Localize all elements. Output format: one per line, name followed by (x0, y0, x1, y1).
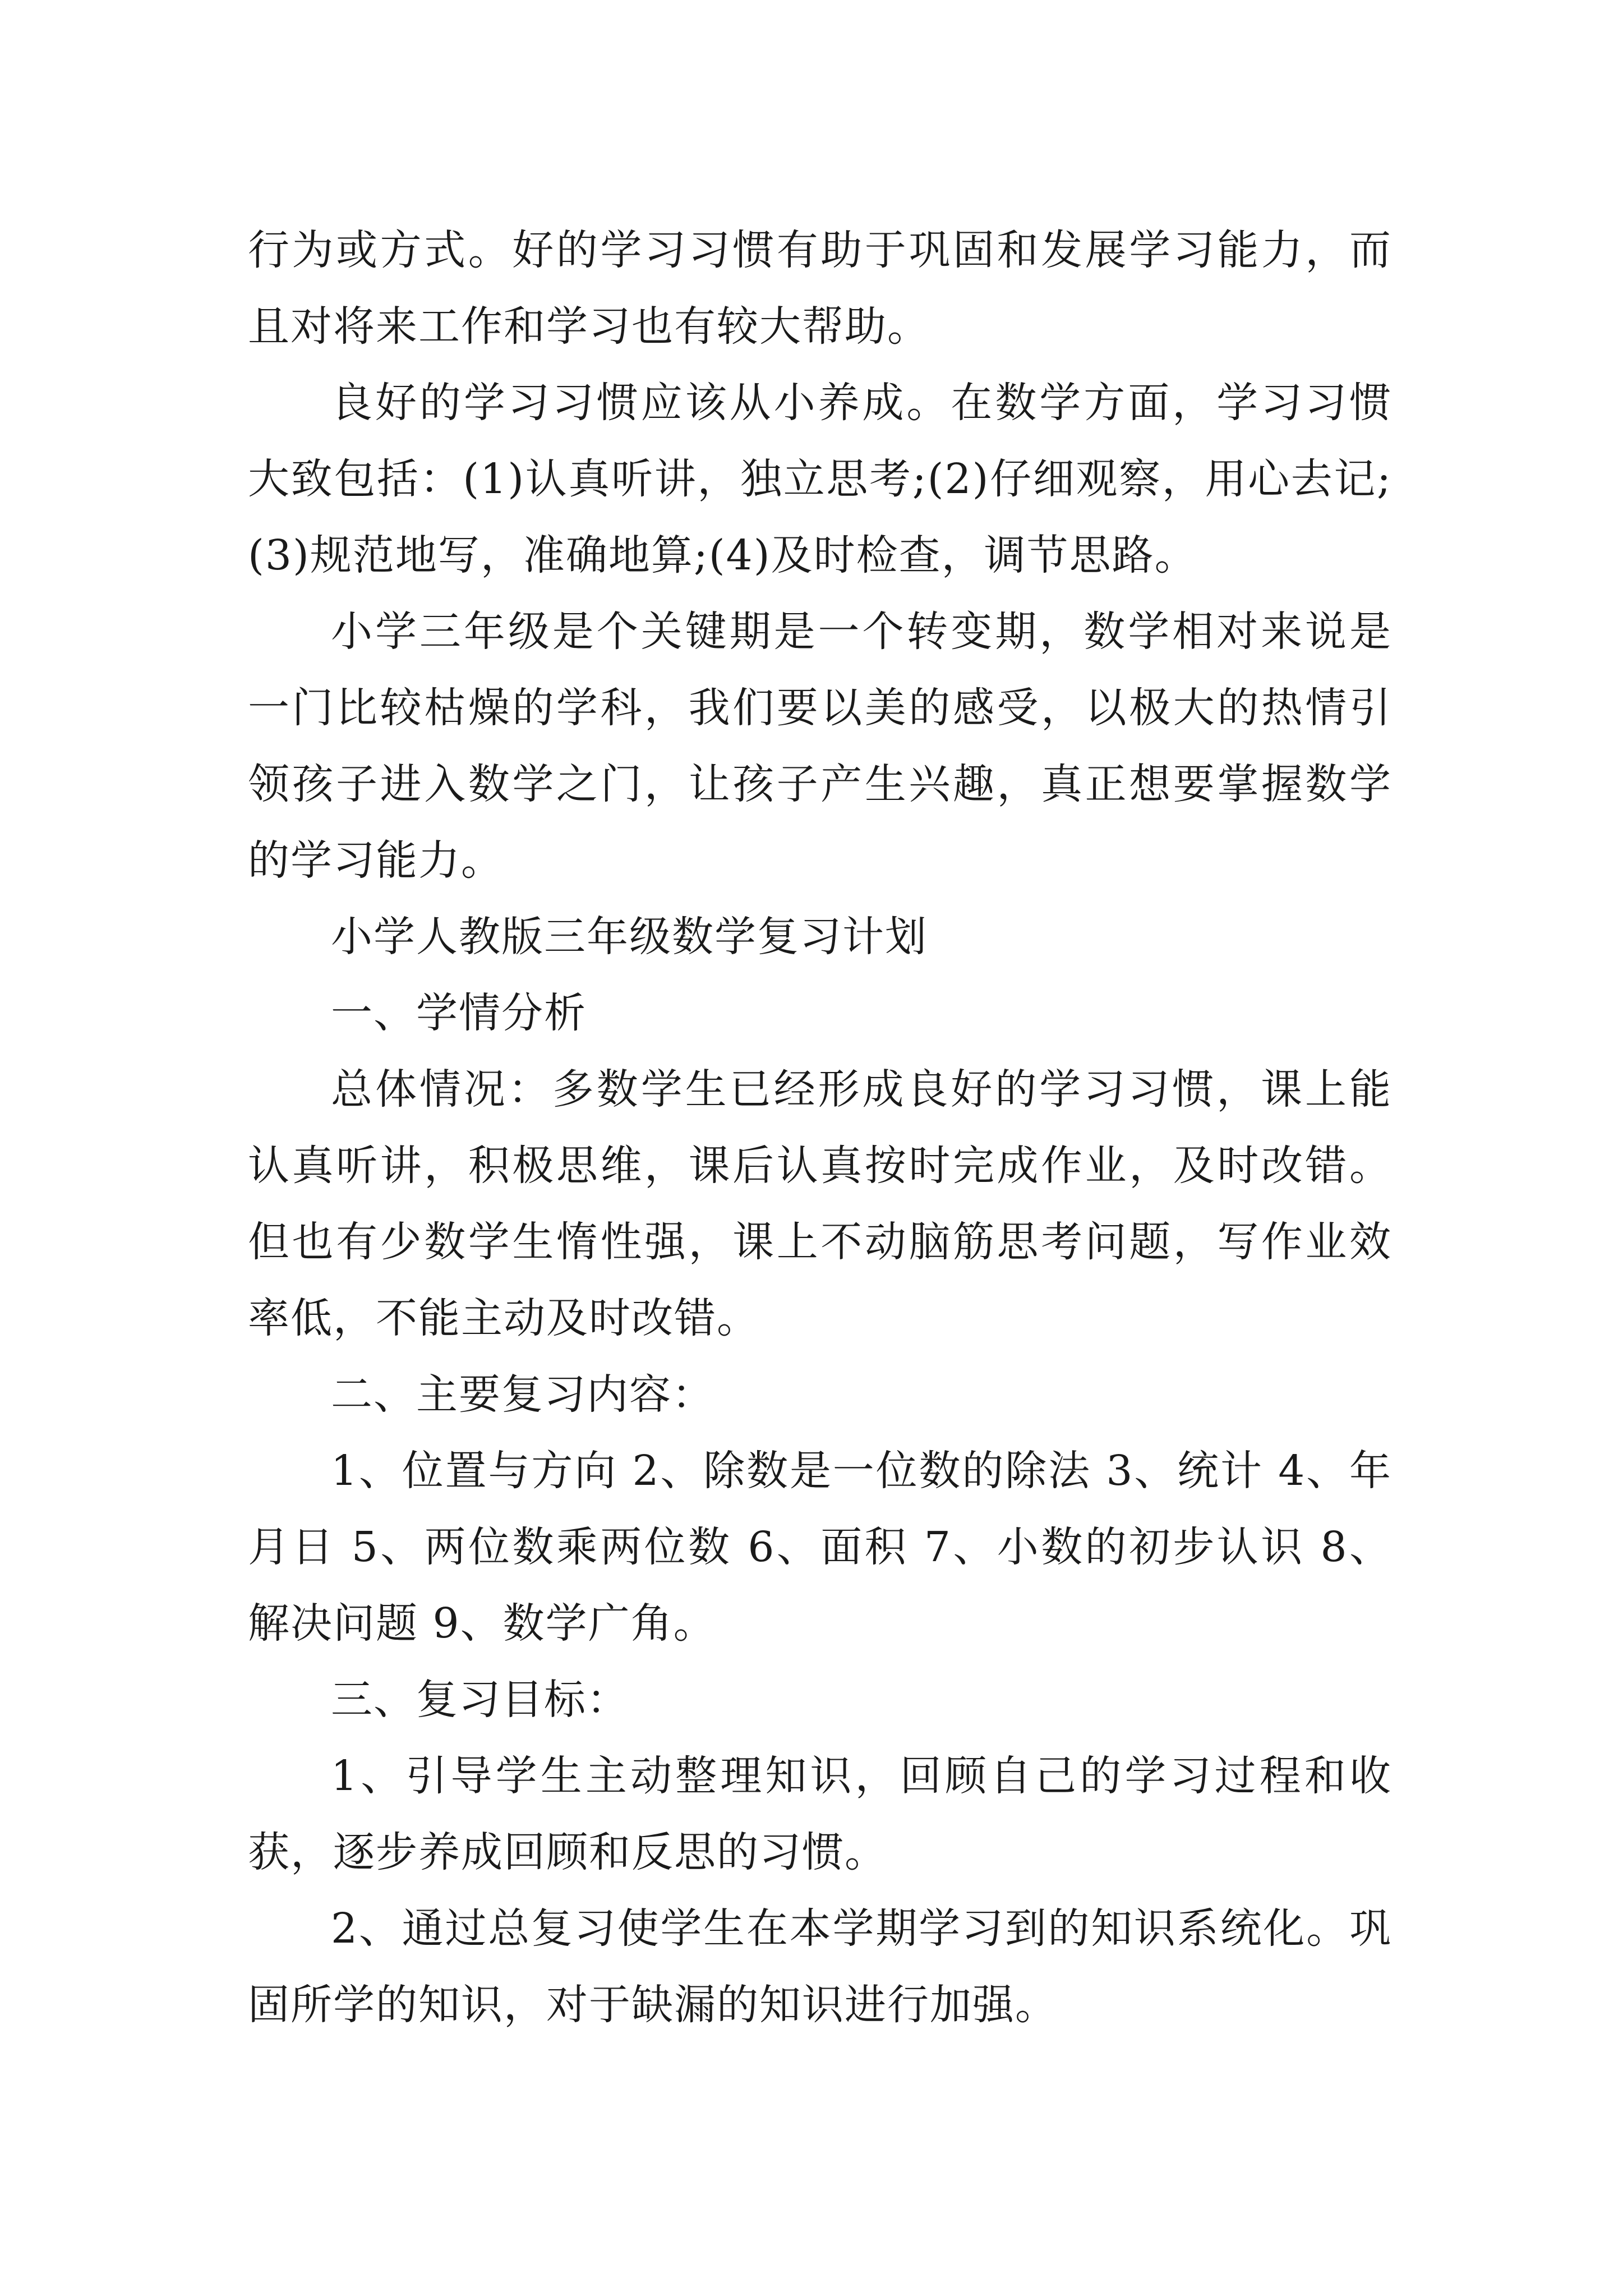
paragraph-goal-two: 2、通过总复习使学生在本学期学习到的知识系统化。巩固所学的知识，对于缺漏的知识进行加强。 (248, 1904, 1392, 2029)
paragraph-overall-situation: 总体情况：多数学生已经形成良好的学习习惯，课上能认真听讲，积极思维，课后认真按时完成作业，及时改错。但也有少数学生惰性强，课上不动脑筋思考问题，写作业效率低，不能主动及时改错。 (248, 1065, 1392, 1342)
paragraph-grade-three: 小学三年级是个关键期是一个转变期，数学相对来说是一门比较枯燥的学科，我们要以美的感受，以极大的热情引领孩子进入数学之门，让孩子产生兴趣，真正想要掌握数学的学习能力。 (248, 608, 1392, 885)
paragraph-goal-one: 1、引导学生主动整理知识，回顾自己的学习过程和收获，逐步养成回顾和反思的习惯。 (248, 1752, 1392, 1876)
section-heading-analysis: 一、学情分析 (331, 989, 587, 1037)
section-heading-goals: 三、复习目标： (331, 1676, 629, 1724)
section-heading-content: 二、主要复习内容： (331, 1370, 714, 1419)
document-body (248, 212, 1392, 2043)
paragraph-good-habits: 良好的学习习惯应该从小养成。在数学方面，学习习惯大致包括：(1)认真听讲，独立思考;(2)仔细观察，用心去记;(3)规范地写，准确地算;(4)及时检查，调节思路。 (248, 379, 1392, 579)
plan-title: 小学人教版三年级数学复习计划 (331, 913, 928, 961)
paragraph-study-habits-intro: 行为或方式。好的学习习惯有助于巩固和发展学习能力，而且对将来工作和学习也有较大帮助。 (248, 226, 1392, 351)
paragraph-review-content-list: 1、位置与方向 2、除数是一位数的除法 3、统计 4、年月日 5、两位数乘两位数 6、面积 7、小数的初步认识 8、解决问题 9、数学广角。 (248, 1447, 1392, 1648)
